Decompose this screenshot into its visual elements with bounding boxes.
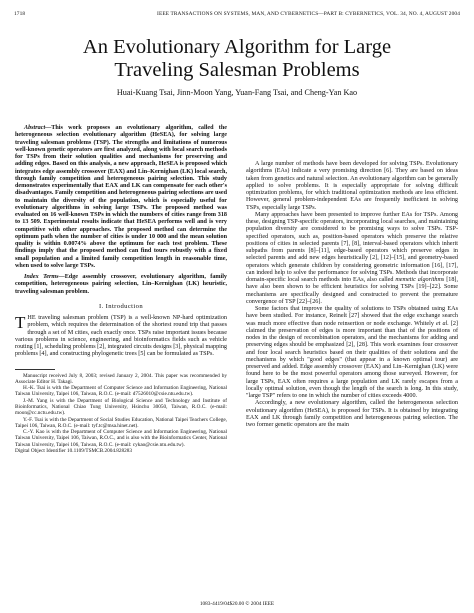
- index-terms-heading: Index Terms—: [24, 274, 65, 280]
- body-paragraph-3-emphasis: et al.: [435, 320, 449, 327]
- section-heading-introduction: I. Introduction: [98, 302, 144, 310]
- body-paragraph-2-text-a: Many approaches have been presented to improve further EAs for TSPs. Among these, designing TSP-specific operators, incorporating local searches, and maintaining population diversity are considered to be promising ways to solve TSPs. TSP-specified operators, such as, position-based operators which preserve the relative positions of cities in selected parents [7], [8], interval-based operators which inherit subpaths from parents [8]–[11], edge-based operators which preserve edges in selected parents and add new edges heuristically [2], [12]–[15], and geometry-based operators which generate children by considering geometric information [16], [17], can indeed help to solve the performance for solving TSPs. Methods that incorporate domain-specific local search methods into EAs, also called: [246, 211, 458, 283]
- footnote-author-4: C.-Y. Kao is with the Department of Computer Science and Information Engineering, National Taiwan University, Taipei 106, Taiwan, R.O.C., and is also with the Bioinformatics Center, National Taiwan University, Taipei 106, Taiwan, R.O.C. (e-mail: cykao@csie.ntu.edu.tw).: [15, 429, 227, 448]
- journal-citation: IEEE TRANSACTIONS ON SYSTEMS, MAN, AND CYBERNETICS—PART B: CYBERNETICS, VOL. 34, NO. 4, AUGUST 2004: [157, 11, 460, 17]
- footnote-doi: Digital Object Identifier 10.1109/TSMCB.2004.828283: [15, 448, 133, 455]
- right-column: [246, 161, 458, 429]
- body-paragraph-2: [246, 212, 458, 306]
- body-paragraph-2-emphasis: memetic algorithms: [395, 277, 445, 283]
- intro-paragraph-1-text: HE traveling salesman problem (TSP) is a well-known NP-hard optimization problem, which requires the determination of the shortest round trip that passes through a set of M cities, each exactly once. TSPs raise important issues because various problems in science, engineering, and bioinformatics fields such as vehicle routing [1], scheduling problems [2], integrated circuits designs [3], physical mapping problems [4], and constructing phylogenetic trees [5] can be formulated as TSPs.: [15, 315, 227, 358]
- abstract-text: This work proposes an evolutionary algorithm, called the heterogeneous selection evolutionary algorithm (HeSEA), for solving large traveling salesman problems (TSP). The strengths and limitations of numerous well-known genetic operators are first analyzed, along with local search methods for TSPs from their solution qualities and mechanisms for preserving and adding edges. Based on this analysis, a new approach, HeSEA is proposed which integrates edge assembly crossover (EAX) and Lin–Kernighan (LK) local search, through family competition and heterogeneous pairing selection. This study demonstrates experimentally that EAX and LK can compensate for each other's disadvantages. Family competition and heterogeneous pairing selections are used to maintain the diversity of the population, which is especially useful for evolutionary algorithms in solving large TSPs. The proposed method was evaluated on 16 well-known TSPs in which the numbers of cities range from 318 to 13 509. Experimental results indicate that HeSEA performs well and is very competitive with other approaches. The proposed method can determine the optimum path when the number of cities is under 10 000 and the mean solution quality is within 0.0074% above the optimum for each test problem. These findings imply that the proposed method can find tours robustly with a fixed small population and a limited family competition length in reasonable time, when used to solve large TSPs.: [15, 125, 227, 269]
- abstract-heading: Abstract—: [24, 125, 52, 131]
- footnotes: [15, 373, 227, 455]
- footnote-divider: [15, 369, 55, 370]
- footnote-author-2: J.-M. Yang is with the Department of Biological Science and Technology and Institute of Bioinformatics, National Chiao Tung University, Hsinchu 30050, Taiwan, R.O.C. (e-mail: moon@cc.nctu.edu.tw).: [15, 397, 227, 417]
- author-list: Huai-Kuang Tsai, Jinn-Moon Yang, Yuan-Fang Tsai, and Cheng-Yan Kao: [116, 88, 358, 97]
- abstract: [15, 125, 227, 270]
- body-paragraph-3-text-a: Some factors that improve the quality of solutions to TSPs obtained using EAs have been studied. For instance, Reinelt [27] showed that the edge exchange search was much more effective than node reinsertion or node exchange. Whitely: [246, 306, 458, 327]
- paper-title: [0, 36, 474, 82]
- drop-cap-letter: T: [15, 313, 26, 332]
- page-number: 1718: [14, 11, 26, 17]
- footnote-author-3: Y.-F. Tsai is with the Department of Social Studies Education, National Taipei Teachers College, Taipei 106, Taiwan, R.O.C. (e-mail: tyf.tc@msa.hinet.net).: [15, 416, 227, 429]
- body-paragraph-3-text-b: [2] claimed the preservation of edges is more important than that of the positions of nodes in the design of recombination operators, and the mechanisms for adding and preserving edges should be emphasized [2], [28]. This work examines four crossover and four local search heuristics based on their qualities of their solutions and the mechanisms by which "good edges" (that appear in a known optimal tour) are preserved and added. Edge assembly crossover (EAX) and Lin–Kernighan (LK) were found here to be the most powerful operators among those surveyed. However, for large TSPs, EAX often requires a large population and LK rarely escapes from a locally optimal solution, even though the length of the search is long. In this study, "large TSP" refers to one in which the number of cities exceeds 4000.: [246, 320, 458, 399]
- body-paragraph-3: [246, 306, 458, 400]
- left-column: [15, 125, 227, 454]
- body-paragraph-2-text-b: [18], have also been shown to be efficient heuristics for solving TSPs [19]–[22]. Some mechanisms are specifically designed and constructed to prevent the premature convergence of TSP [22]–[26].: [246, 277, 458, 305]
- body-paragraph-4: Accordingly, a new evolutionary algorithm, called the heterogeneous selection evolutionary algorithm (HeSEA), is proposed for TSPs. It is obtained by integrating EAX and LK through family competition and heterogeneous pairing selection. The two former genetic operators are the main: [246, 400, 458, 428]
- body-paragraph-1: A large number of methods have been developed for solving TSPs. Evolutionary algorithms (EAs) indicate a very promising direction [6]. They are based on ideas taken from genetics and natural selection. An evolutionary algorithm can be generally applied to solve problems. It is especially appropriate for solving difficult optimization problems, for which traditional optimization methods are less efficient. However, general problem-independent EAs are frequently inefficient in solving TSPs, especially large TSPs.: [246, 161, 458, 211]
- index-terms: [15, 274, 227, 296]
- footnote-manuscript: Manuscript received July 8, 2003; revised January 2, 2004. This paper was recommended by Associate Editor H. Takagi.: [15, 372, 227, 385]
- intro-paragraph-1: [15, 315, 227, 359]
- copyright-line: 1083-4419/04$20.00 © 2004 IEEE: [199, 601, 275, 607]
- paper-title-line-2: Traveling Salesman Problems: [114, 59, 360, 81]
- footnote-author-1: H.-K. Tsai is with the Department of Computer Science and Information Engineering, National Taiwan University, Taipei 106, Taiwan, R.O.C. (e-mail: d7526010@csie.ntu.edu.tw).: [15, 385, 227, 398]
- index-terms-text: Edge assembly crossover, evolutionary algorithm, family competition, heterogeneous pairing selection, Lin–Kernighan (LK) heuristic, traveling salesman problem.: [15, 274, 227, 295]
- paper-title-line-1: An Evolutionary Algorithm for Large: [82, 36, 392, 58]
